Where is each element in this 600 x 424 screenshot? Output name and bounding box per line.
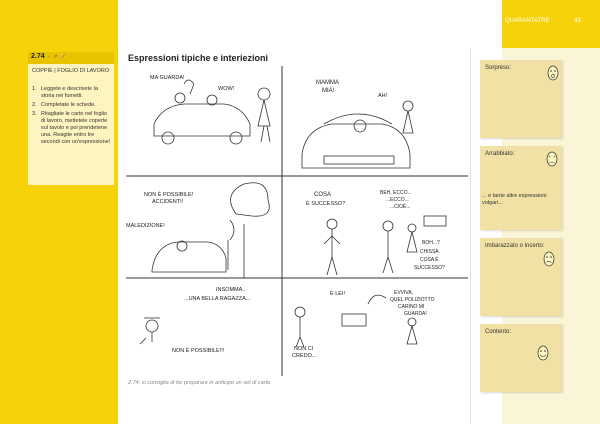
speech-bubble: ACCIDENTI! — [152, 199, 184, 205]
car-drawing — [154, 104, 250, 136]
note-label: Arrabbiato: — [485, 151, 515, 157]
speech-bubble: NON È POSSIBILE!!! — [172, 348, 225, 354]
exercise-step: 2. Completate le schede. — [32, 102, 96, 108]
section-label: QUARANTATRE — [505, 18, 550, 24]
exercise-step: 1. Leggete e descrivete la storia nei fumetti. — [32, 86, 98, 99]
speech-bubble: CARINO MI — [398, 304, 425, 310]
activity-icons: ◦ ↗ ✍ — [48, 54, 68, 60]
top-right-color-band — [502, 0, 600, 48]
speech-bubble: MIA! — [322, 88, 335, 94]
speech-bubble: BEH, ECCO... — [380, 190, 412, 196]
speech-bubble: COSA — [314, 192, 332, 198]
speech-bubble: AH! — [378, 93, 388, 99]
policeman-figure — [324, 229, 340, 275]
car-grille — [324, 156, 394, 164]
policeman-head — [146, 320, 158, 332]
happy-face-icon — [534, 344, 552, 362]
speech-bubble: SUCCESSO? — [414, 265, 445, 271]
extra-expressions-note: ... e tante altre espressioni volgari... — [482, 193, 547, 206]
angry-face-icon — [544, 150, 560, 168]
speech-bubble: ...ECCO... — [386, 197, 409, 203]
note-label: Contento: — [485, 329, 512, 335]
note-happy — [480, 324, 562, 392]
speech-bubble: NON CI — [294, 346, 314, 352]
speech-bubble: MAMMA — [316, 80, 339, 86]
speech-bubble: COSA È — [420, 257, 439, 263]
woman-figure — [258, 100, 270, 142]
exercise-steps — [32, 86, 112, 148]
speech-bubble: BOH...? — [422, 240, 440, 246]
exercise-number: 2.74 — [31, 53, 45, 60]
note-angry — [480, 146, 562, 230]
smoke-lines — [228, 220, 234, 270]
crashed-car — [152, 242, 226, 272]
speech-bubble: MALEDIZIONE! — [126, 223, 165, 229]
woman-figure — [407, 232, 417, 252]
note-label: Sorpreso: — [485, 65, 512, 71]
driver-head — [177, 241, 187, 251]
speech-bubble: NON È POSSIBILE! — [144, 192, 194, 198]
comic-panel-4 — [306, 190, 446, 275]
policeman-arm — [140, 332, 152, 344]
woman-head — [258, 88, 270, 100]
embarrassed-face-icon — [540, 250, 558, 268]
comic-panel-5 — [140, 287, 251, 354]
man-figure — [296, 317, 304, 347]
speech-bubble: INSOMMA... — [216, 287, 247, 293]
speech-bubble: WOW! — [218, 86, 235, 92]
windshield — [324, 114, 392, 124]
tree-drawing — [231, 183, 270, 278]
policeman-head — [327, 219, 337, 229]
driver-head — [354, 120, 366, 132]
man-head — [295, 307, 305, 317]
exercise-mode: COPPIE | FOGLIO DI LAVORO — [32, 68, 110, 74]
speech-bubble: CREDO... — [292, 353, 317, 359]
speech-tail — [184, 80, 194, 94]
car-wheel — [230, 132, 242, 144]
page-title: Espressioni tipiche e interiezioni — [128, 53, 269, 63]
car-wheel — [162, 132, 174, 144]
speech-bubble: ...CIOÈ... — [390, 204, 411, 210]
speech-bubble: CHISSÀ — [420, 249, 439, 255]
note-embarrassed — [480, 238, 562, 316]
speech-bubble: GUARDA! — [404, 311, 427, 317]
comic-panel-1 — [150, 75, 270, 144]
woman-figure — [407, 326, 417, 344]
column-divider — [470, 48, 471, 424]
passenger-head — [207, 95, 217, 105]
driver-head — [175, 93, 185, 103]
speech-bubble: È LEI! — [330, 291, 345, 297]
speech-bubble: ...UNA BELLA RAGAZZA... — [184, 296, 251, 302]
comic-panel-6 — [292, 290, 435, 359]
speech-bubble: MA GUARDA! — [150, 75, 185, 81]
tree-drawing — [368, 295, 386, 304]
woman-head — [403, 101, 413, 111]
note-label: Imbarazzato o incerto: — [485, 243, 545, 249]
page-number: 43 — [574, 18, 581, 24]
speech-bubble: EVVIVA, — [394, 290, 414, 296]
comic-strip — [124, 64, 470, 378]
man-figure — [383, 231, 393, 273]
surprised-face-icon — [546, 64, 560, 82]
footnote-caption: 2.74: si consiglia di far preparare in anticipo un set di carte. — [128, 380, 272, 386]
note-surprised — [480, 60, 562, 138]
woman-head — [408, 224, 416, 232]
man-head — [383, 221, 393, 231]
comic-panel-3 — [126, 183, 269, 278]
speech-bubble: QUEL POLIZIOTTO — [390, 297, 435, 303]
small-car — [424, 216, 446, 226]
exercise-step: 3. Ritagliate le carte nel foglio di lavoro, mettetele coperte sul tavolo e poi prendetene una. Reagite entro tre secondi con un'espressione! — [32, 111, 111, 145]
speech-bubble: È SUCCESSO? — [306, 201, 346, 207]
woman-figure — [403, 111, 413, 133]
comic-panel-2 — [302, 80, 413, 168]
small-car — [342, 314, 366, 326]
